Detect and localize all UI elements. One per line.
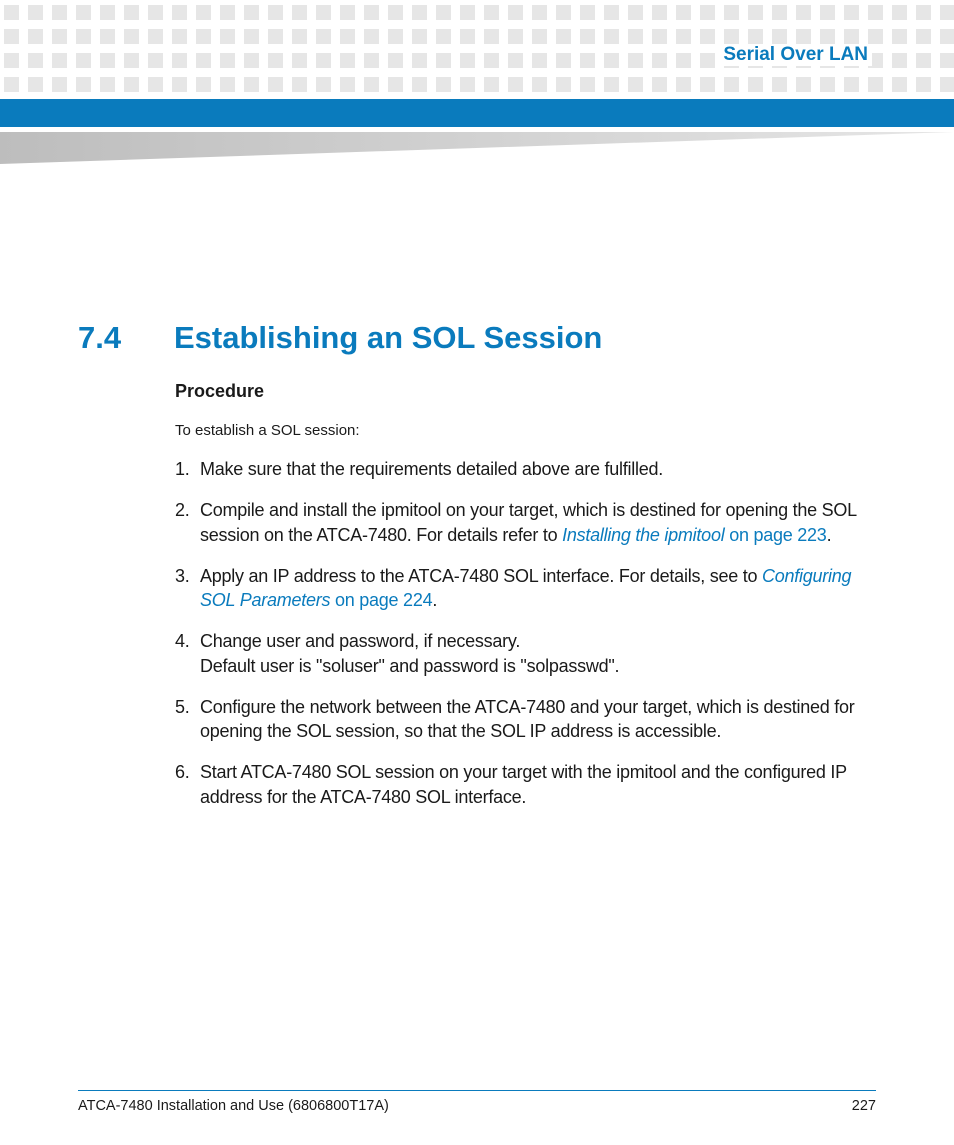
grid-square (580, 29, 595, 44)
grid-square (916, 77, 931, 92)
footer-page-number: 227 (851, 1098, 876, 1114)
grid-square (604, 29, 619, 44)
intro-text: To establish a SOL session: (175, 422, 360, 439)
grid-square (220, 77, 235, 92)
step-number: 4. (175, 631, 190, 651)
grid-square (268, 77, 283, 92)
grid-square (316, 77, 331, 92)
footer-rule (78, 1090, 876, 1091)
grid-square (412, 5, 427, 20)
procedure-steps (175, 457, 875, 826)
grid-square (76, 53, 91, 68)
grid-square (244, 5, 259, 20)
grid-square (676, 29, 691, 44)
grid-square (532, 77, 547, 92)
grid-square (724, 29, 739, 44)
grid-square (316, 29, 331, 44)
grid-square (436, 5, 451, 20)
grid-square (820, 29, 835, 44)
grid-square (364, 77, 379, 92)
grid-square (508, 5, 523, 20)
header-gray-wedge (0, 132, 954, 164)
link-page: on page 223 (724, 524, 827, 545)
step-text: Configure the network between the ATCA-7480 and your target, which is destined for opening the SOL session, so that the SOL IP address is accessible. (200, 696, 855, 741)
grid-square (628, 53, 643, 68)
section-heading (78, 320, 602, 356)
grid-square (844, 29, 859, 44)
grid-square (676, 53, 691, 68)
step-number: 3. (175, 565, 190, 586)
grid-square (484, 5, 499, 20)
grid-square (148, 77, 163, 92)
grid-square (220, 5, 235, 20)
grid-square (52, 29, 67, 44)
grid-square (508, 77, 523, 92)
grid-square (820, 77, 835, 92)
grid-square (724, 77, 739, 92)
section-label: Serial Over LAN (719, 44, 872, 66)
grid-square (532, 53, 547, 68)
grid-square (532, 5, 547, 20)
grid-square (628, 77, 643, 92)
grid-square (796, 5, 811, 20)
grid-square (628, 29, 643, 44)
step-2 (175, 498, 875, 547)
grid-square (364, 53, 379, 68)
grid-square (172, 77, 187, 92)
grid-square (220, 53, 235, 68)
grid-square (100, 77, 115, 92)
step-text-line2: Default user is "soluser" and password is "solpasswd". (200, 655, 620, 676)
grid-square (76, 77, 91, 92)
grid-square (796, 29, 811, 44)
step-5 (175, 695, 875, 744)
grid-square (676, 77, 691, 92)
grid-square (700, 5, 715, 20)
grid-square (460, 77, 475, 92)
step-3 (175, 564, 875, 613)
grid-square (580, 5, 595, 20)
grid-square (940, 29, 954, 44)
grid-square (940, 5, 954, 20)
grid-square (652, 77, 667, 92)
grid-square (100, 53, 115, 68)
step-text-end: . (826, 524, 832, 545)
grid-square (532, 29, 547, 44)
grid-square (436, 77, 451, 92)
section-title: Establishing an SOL Session (174, 320, 603, 355)
grid-square (460, 29, 475, 44)
grid-square (364, 5, 379, 20)
step-number: 1. (175, 459, 190, 479)
grid-square (484, 53, 499, 68)
grid-square (268, 29, 283, 44)
grid-square (556, 5, 571, 20)
grid-square (916, 29, 931, 44)
step-text-end: . (432, 590, 438, 610)
step-number: 5. (175, 696, 190, 717)
procedure-label: Procedure (175, 381, 265, 401)
grid-square (28, 5, 43, 20)
grid-square (916, 53, 931, 68)
grid-square (292, 5, 307, 20)
footer-document-title: ATCA-7480 Installation and Use (6806800T17A) (78, 1098, 389, 1114)
grid-square (556, 29, 571, 44)
grid-square (196, 5, 211, 20)
grid-square (940, 53, 954, 68)
grid-square (412, 29, 427, 44)
grid-square (76, 5, 91, 20)
grid-square (172, 53, 187, 68)
step-text: Make sure that the requirements detailed above are fulfilled. (200, 459, 664, 479)
step-number: 6. (175, 762, 190, 782)
grid-square (28, 53, 43, 68)
grid-square (460, 53, 475, 68)
grid-square (916, 5, 931, 20)
grid-square (484, 77, 499, 92)
grid-square (604, 53, 619, 68)
grid-square (580, 77, 595, 92)
grid-square (868, 5, 883, 20)
grid-square (340, 77, 355, 92)
grid-square (100, 29, 115, 44)
grid-square (748, 5, 763, 20)
grid-square (340, 5, 355, 20)
grid-square (772, 5, 787, 20)
step-text: Start ATCA-7480 SOL session on your target with the ipmitool and the configured IP address for the ATCA-7480 SOL interface. (200, 762, 847, 807)
grid-square (124, 53, 139, 68)
grid-square (4, 53, 19, 68)
grid-square (772, 77, 787, 92)
link-installing-ipmitool[interactable] (562, 525, 826, 545)
grid-square (700, 77, 715, 92)
step-4 (175, 629, 875, 678)
grid-square (748, 77, 763, 92)
grid-square (652, 29, 667, 44)
grid-square (748, 29, 763, 44)
grid-square (940, 77, 954, 92)
link-title: Installing the ipmitool (562, 524, 725, 545)
grid-square (100, 5, 115, 20)
grid-square (388, 77, 403, 92)
grid-square (340, 53, 355, 68)
grid-square (316, 5, 331, 20)
grid-square (244, 29, 259, 44)
step-text: Change user and password, if necessary. (200, 631, 521, 651)
grid-square (796, 77, 811, 92)
step-1 (175, 457, 875, 482)
grid-square (340, 29, 355, 44)
grid-square (412, 77, 427, 92)
grid-square (316, 53, 331, 68)
grid-square (196, 53, 211, 68)
grid-square (52, 53, 67, 68)
grid-square (604, 5, 619, 20)
grid-square (772, 29, 787, 44)
grid-square (268, 53, 283, 68)
grid-square (292, 77, 307, 92)
grid-square (724, 5, 739, 20)
grid-square (892, 53, 907, 68)
grid-square (292, 29, 307, 44)
grid-square (124, 5, 139, 20)
step-number: 2. (175, 500, 190, 520)
grid-square (892, 5, 907, 20)
grid-square (4, 29, 19, 44)
step-6 (175, 760, 875, 809)
grid-square (652, 53, 667, 68)
grid-square (508, 29, 523, 44)
grid-square (436, 53, 451, 68)
step-text: Compile and install the ipmitool on your target, which is destined for opening the SOL session on the ATCA-7480. For details refer to (200, 500, 857, 545)
grid-square (52, 5, 67, 20)
grid-square (892, 77, 907, 92)
grid-square (76, 29, 91, 44)
grid-square (172, 29, 187, 44)
section-number: 7.4 (78, 320, 122, 355)
grid-square (556, 77, 571, 92)
grid-square (148, 5, 163, 20)
grid-square (124, 29, 139, 44)
grid-square (4, 5, 19, 20)
grid-square (436, 29, 451, 44)
grid-square (28, 29, 43, 44)
grid-square (124, 77, 139, 92)
grid-square (580, 53, 595, 68)
step-text: Apply an IP address to the ATCA-7480 SOL interface. For details, see to (200, 565, 762, 586)
grid-square (484, 29, 499, 44)
grid-square (700, 53, 715, 68)
grid-square (244, 77, 259, 92)
grid-square (604, 77, 619, 92)
grid-square (844, 77, 859, 92)
grid-square (700, 29, 715, 44)
grid-square (388, 53, 403, 68)
grid-square (676, 5, 691, 20)
grid-square (244, 53, 259, 68)
grid-square (4, 77, 19, 92)
grid-square (364, 29, 379, 44)
grid-square (148, 29, 163, 44)
grid-square (868, 77, 883, 92)
grid-square (388, 29, 403, 44)
grid-square (196, 77, 211, 92)
grid-square (52, 77, 67, 92)
grid-square (460, 5, 475, 20)
grid-square (868, 29, 883, 44)
grid-square (652, 5, 667, 20)
grid-square (268, 5, 283, 20)
grid-square (172, 5, 187, 20)
grid-square (820, 5, 835, 20)
grid-square (844, 5, 859, 20)
grid-square (28, 77, 43, 92)
grid-square (628, 5, 643, 20)
grid-square (388, 5, 403, 20)
grid-square (220, 29, 235, 44)
link-page: on page 224 (330, 590, 433, 610)
header-blue-band (0, 99, 954, 127)
grid-square (508, 53, 523, 68)
grid-square (292, 53, 307, 68)
grid-square (196, 29, 211, 44)
grid-square (148, 53, 163, 68)
grid-square (556, 53, 571, 68)
link-title: Configuring SOL Parameters (200, 565, 852, 610)
grid-square (892, 29, 907, 44)
grid-square (412, 53, 427, 68)
